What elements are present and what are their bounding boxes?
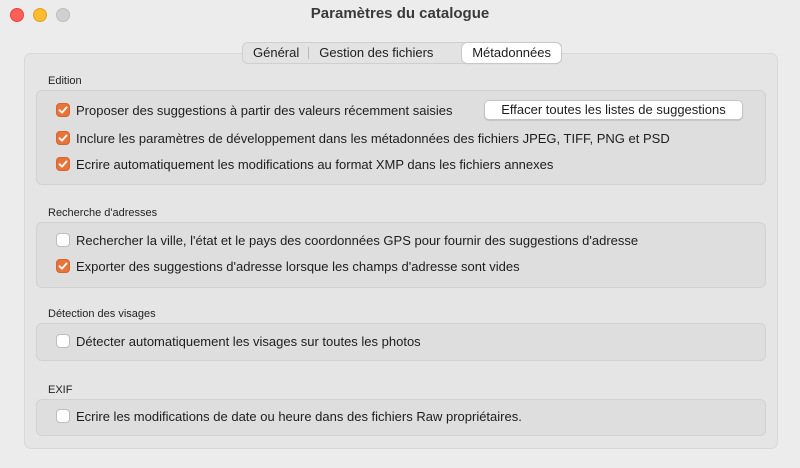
checkbox-auto-write-xmp[interactable] — [56, 157, 70, 171]
checkbox-face-detection[interactable] — [56, 334, 70, 348]
tab-bar — [242, 42, 562, 64]
option-label: Inclure les paramètres de développement dans les métadonnées des fichiers JPEG, TIFF, PNG et PSD — [76, 130, 670, 146]
option-label: Détecter automatiquement les visages sur toutes les photos — [76, 333, 421, 349]
section-title-exif: EXIF — [48, 384, 73, 396]
checkbox-include-develop-settings[interactable] — [56, 131, 70, 145]
option-label: Ecrire automatiquement les modifications au format XMP dans les fichiers annexes — [76, 156, 554, 172]
option-exif-raw-write[interactable] — [56, 407, 522, 425]
option-label: Proposer des suggestions à partir des valeurs récemment saisies — [76, 102, 453, 118]
checkmark-icon — [58, 105, 68, 115]
checkbox-suggestions[interactable] — [56, 103, 70, 117]
option-label: Ecrire les modifications de date ou heure dans des fichiers Raw propriétaires. — [76, 408, 522, 424]
tab-general[interactable]: Général — [243, 43, 309, 63]
option-face-detection[interactable] — [56, 332, 421, 350]
checkmark-icon — [58, 159, 68, 169]
option-label: Exporter des suggestions d'adresse lorsque les champs d'adresse sont vides — [76, 258, 520, 274]
option-suggestions[interactable] — [56, 101, 452, 119]
option-label: Rechercher la ville, l'état et le pays des coordonnées GPS pour fournir des suggestions d'adresse — [76, 232, 639, 248]
checkmark-icon — [58, 133, 68, 143]
tab-metadata[interactable]: Métadonnées — [462, 43, 561, 63]
option-gps-lookup[interactable] — [56, 231, 638, 249]
option-export-address[interactable] — [56, 257, 520, 275]
checkbox-export-address[interactable] — [56, 259, 70, 273]
section-title-address: Recherche d'adresses — [48, 207, 158, 219]
title-bar — [0, 0, 800, 30]
window-title: Paramètres du catalogue — [310, 5, 490, 22]
option-auto-write-xmp[interactable] — [56, 155, 553, 173]
checkbox-exif-raw-write[interactable] — [56, 409, 70, 423]
checkbox-gps-lookup[interactable] — [56, 233, 70, 247]
tab-file-handling[interactable]: Gestion des fichiers — [319, 45, 434, 60]
section-title-edition: Edition — [48, 75, 82, 87]
option-include-develop-settings[interactable] — [56, 129, 670, 147]
checkmark-icon — [58, 261, 68, 271]
clear-suggestions-button[interactable]: Effacer toutes les listes de suggestions — [484, 100, 743, 120]
section-title-faces: Détection des visages — [48, 308, 156, 320]
